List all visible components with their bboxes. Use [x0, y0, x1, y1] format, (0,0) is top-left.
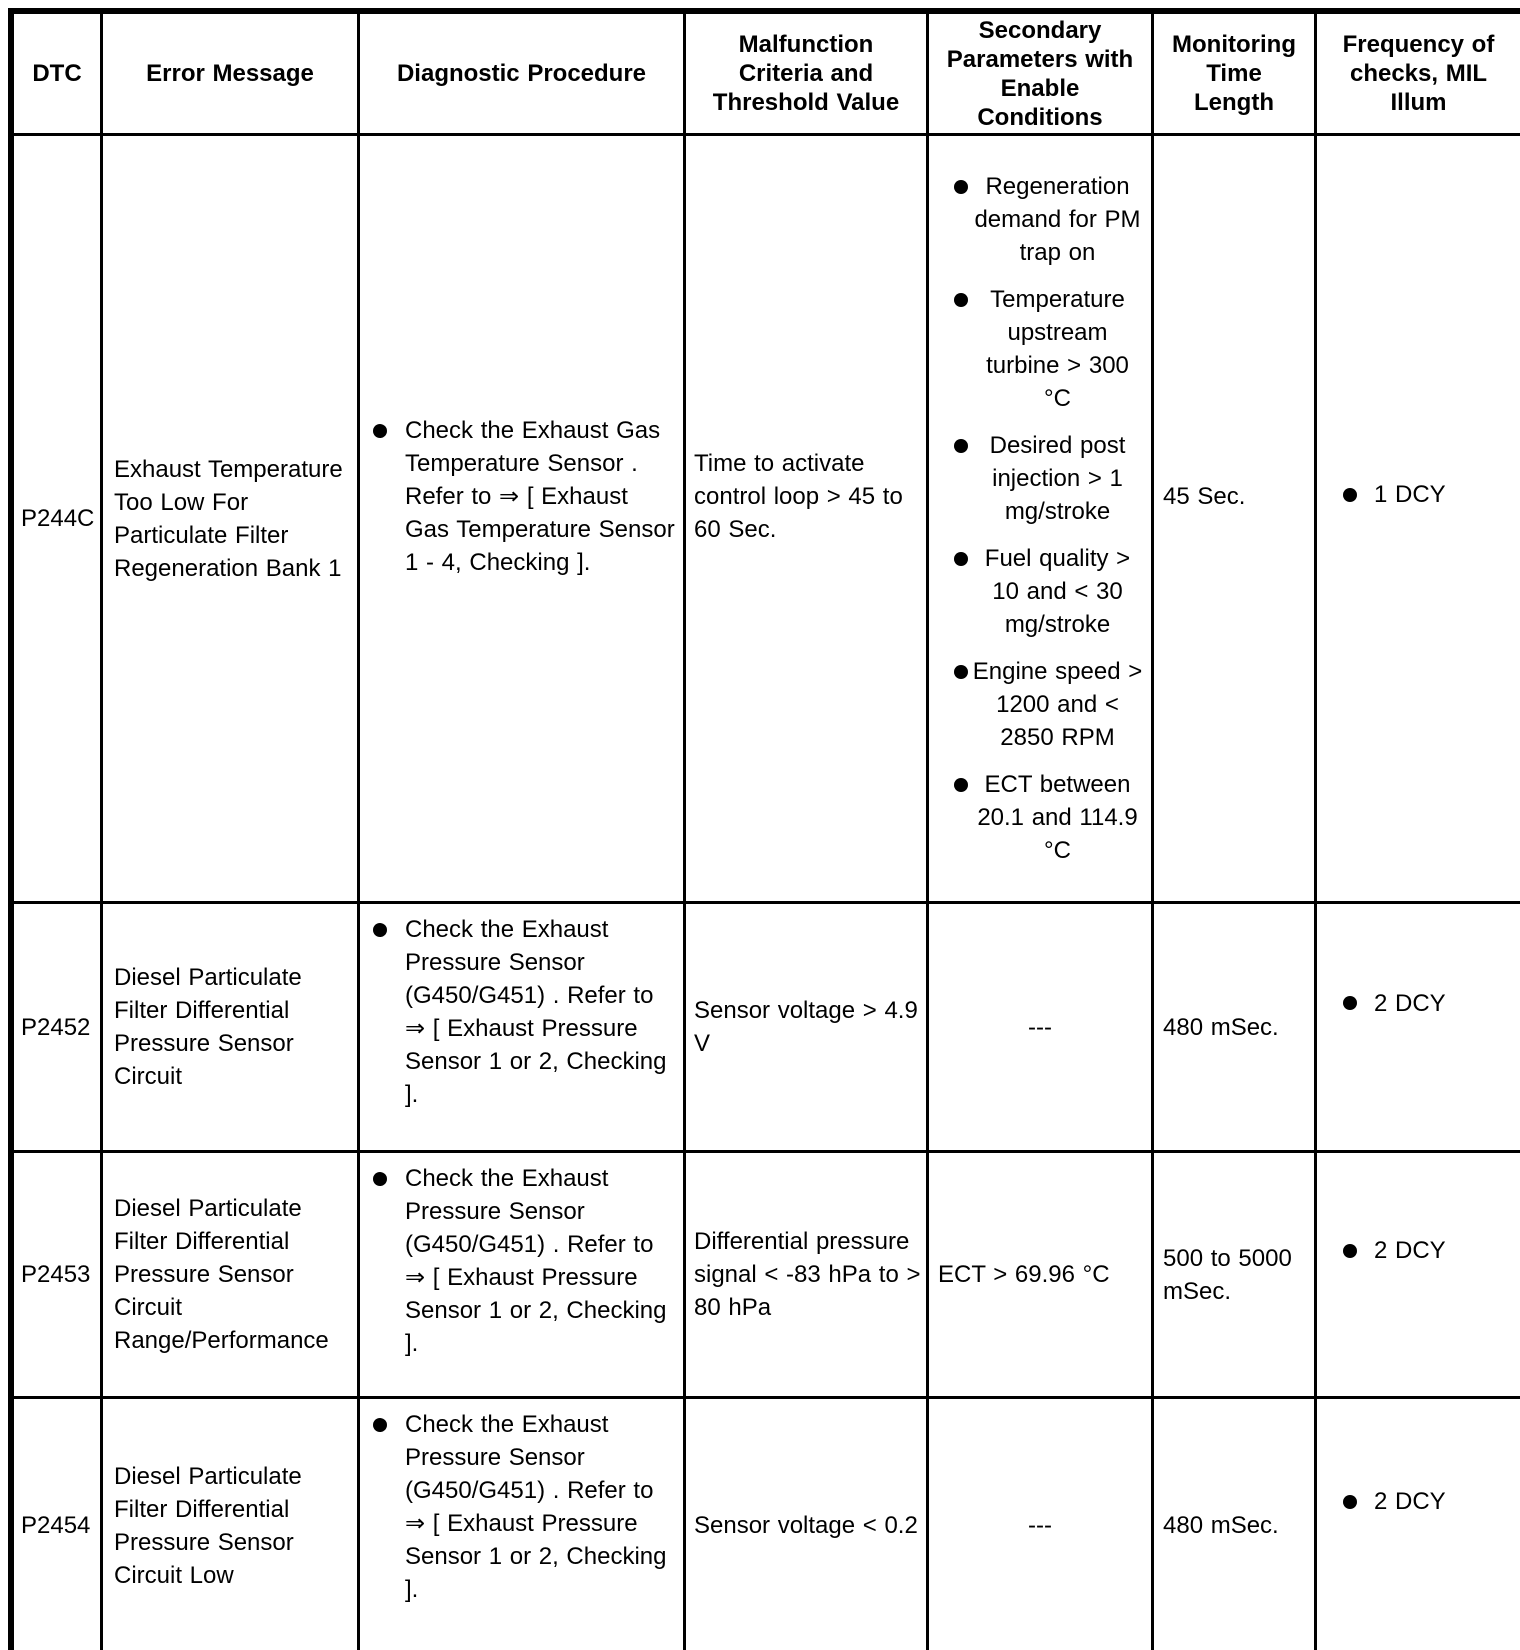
- table-row-p2452: [14, 904, 1520, 1153]
- monitoring-time-text: 480 mSec.: [1163, 1013, 1279, 1041]
- error-message-text: Exhaust Temperature Too Low For Particulate Filter Regeneration Bank 1: [114, 455, 343, 582]
- column-header-dtc: DTC: [14, 14, 103, 136]
- bullet-icon: [954, 665, 968, 679]
- malfunction-text: Time to activate control loop > 45 to 60 Sec.: [694, 450, 903, 543]
- list-item: [1317, 1485, 1520, 1518]
- diagnostic-text: Check the Exhaust Pressure Sensor (G450/G451) . Refer to ⇒ [ Exhaust Pressure Sensor 1 or 2, Checking ].: [405, 1411, 667, 1603]
- column-header-error-message: Error Message: [103, 14, 360, 136]
- frequency-text: 2 DCY: [1374, 1488, 1446, 1515]
- cell-frequency: [1317, 1153, 1520, 1399]
- column-header-frequency: Frequency of checks, MIL Illum: [1317, 14, 1520, 136]
- list-item: [929, 170, 1151, 269]
- secondary-parameter-list: [929, 170, 1151, 867]
- list-item: [360, 913, 683, 1111]
- table-row-p2453: [14, 1153, 1520, 1399]
- bullet-icon: [954, 552, 968, 566]
- column-header-monitoring-time: Monitoring Time Length: [1154, 14, 1317, 136]
- secondary-parameter-text: Engine speed > 1200 and < 2850 RPM: [972, 658, 1143, 751]
- table-row-p2454: [14, 1399, 1520, 1650]
- bullet-icon: [1343, 1244, 1357, 1258]
- bullet-icon: [954, 293, 968, 307]
- error-message-text: Diesel Particulate Filter Differential Pressure Sensor Circuit: [114, 964, 302, 1090]
- cell-diagnostic-procedure: [360, 1153, 686, 1399]
- malfunction-text: Sensor voltage > 4.9 V: [694, 997, 918, 1057]
- cell-dtc: [14, 904, 103, 1153]
- secondary-parameter-text: Desired post injection > 1 mg/stroke: [989, 432, 1126, 525]
- bullet-icon: [954, 439, 968, 453]
- cell-dtc: [14, 1399, 103, 1650]
- cell-error-message: [103, 1399, 360, 1650]
- column-header-malfunction-criteria: Malfunction Criteria and Threshold Value: [686, 14, 929, 136]
- cell-monitoring-time: [1154, 136, 1317, 904]
- secondary-parameter-text: Temperature upstream turbine > 300 °C: [986, 286, 1129, 412]
- list-item: [1317, 478, 1520, 511]
- list-item: [929, 768, 1151, 867]
- cell-error-message: [103, 1153, 360, 1399]
- cell-monitoring-time: [1154, 1399, 1317, 1650]
- bullet-icon: [373, 424, 387, 438]
- cell-malfunction-criteria: [686, 1153, 929, 1399]
- monitoring-time-text: 480 mSec.: [1163, 1512, 1279, 1539]
- malfunction-text: Sensor voltage < 0.2: [694, 1512, 918, 1539]
- dtc-code: P244C: [21, 505, 95, 532]
- header-row: [14, 14, 1520, 136]
- list-item: [929, 429, 1151, 528]
- cell-malfunction-criteria: [686, 136, 929, 904]
- cell-diagnostic-procedure: [360, 1399, 686, 1650]
- frequency-text: 2 DCY: [1374, 989, 1446, 1017]
- diagnostic-text: Check the Exhaust Pressure Sensor (G450/G451) . Refer to ⇒ [ Exhaust Pressure Sensor 1 or 2, Checking ].: [405, 1165, 667, 1357]
- bullet-icon: [1343, 488, 1357, 502]
- list-item: [929, 542, 1151, 641]
- cell-monitoring-time: [1154, 904, 1317, 1153]
- cell-frequency: [1317, 1399, 1520, 1650]
- list-item: [929, 655, 1151, 754]
- secondary-parameter-text: ---: [1028, 1013, 1052, 1041]
- frequency-text: 2 DCY: [1374, 1237, 1446, 1264]
- dtc-code: P2452: [21, 1013, 91, 1041]
- cell-dtc: [14, 1153, 103, 1399]
- bullet-icon: [954, 180, 968, 194]
- diagnostic-text: Check the Exhaust Pressure Sensor (G450/G451) . Refer to ⇒ [ Exhaust Pressure Sensor 1 or 2, Checking ].: [405, 916, 667, 1108]
- cell-diagnostic-procedure: [360, 904, 686, 1153]
- cell-diagnostic-procedure: [360, 136, 686, 904]
- secondary-parameter-text: ECT between 20.1 and 114.9 °C: [977, 771, 1138, 864]
- cell-dtc: [14, 136, 103, 904]
- dtc-code: P2454: [21, 1512, 91, 1539]
- table-body: [14, 136, 1520, 1650]
- bullet-icon: [954, 778, 968, 792]
- list-item: [929, 283, 1151, 415]
- cell-secondary-parameters: [929, 904, 1154, 1153]
- cell-secondary-parameters: [929, 1399, 1154, 1650]
- malfunction-text: Differential pressure signal < -83 hPa to > 80 hPa: [694, 1228, 921, 1321]
- frequency-text: 1 DCY: [1374, 481, 1446, 508]
- cell-monitoring-time: [1154, 1153, 1317, 1399]
- secondary-parameter-text: Regeneration demand for PM trap on: [974, 173, 1141, 266]
- bullet-icon: [373, 1418, 387, 1432]
- column-header-diagnostic-procedure: Diagnostic Procedure: [360, 14, 686, 136]
- cell-malfunction-criteria: [686, 904, 929, 1153]
- bullet-icon: [373, 923, 387, 937]
- monitoring-time-text: 45 Sec.: [1163, 483, 1246, 510]
- list-item: [360, 414, 683, 579]
- cell-frequency: [1317, 136, 1520, 904]
- secondary-parameter-text: ECT > 69.96 °C: [938, 1261, 1110, 1288]
- column-header-secondary-parameters: Secondary Parameters with Enable Conditions: [929, 14, 1154, 136]
- secondary-parameter-text: ---: [1028, 1512, 1052, 1539]
- list-item: [360, 1162, 683, 1360]
- cell-malfunction-criteria: [686, 1399, 929, 1650]
- cell-error-message: [103, 904, 360, 1153]
- monitoring-time-text: 500 to 5000 mSec.: [1163, 1244, 1292, 1305]
- error-message-text: Diesel Particulate Filter Differential Pressure Sensor Circuit Range/Performance: [114, 1195, 329, 1354]
- cell-frequency: [1317, 904, 1520, 1153]
- bullet-icon: [1343, 1495, 1357, 1509]
- bullet-icon: [1343, 996, 1357, 1010]
- cell-secondary-parameters: [929, 136, 1154, 904]
- list-item: [1317, 987, 1520, 1020]
- secondary-parameter-text: Fuel quality > 10 and < 30 mg/stroke: [984, 545, 1131, 638]
- table-row-p244c: [14, 136, 1520, 904]
- cell-error-message: [103, 136, 360, 904]
- list-item: [1317, 1234, 1520, 1267]
- dtc-table: [8, 8, 1520, 1650]
- table-header: [14, 14, 1520, 136]
- bullet-icon: [373, 1172, 387, 1186]
- cell-secondary-parameters: [929, 1153, 1154, 1399]
- list-item: [360, 1408, 683, 1606]
- dtc-code: P2453: [21, 1261, 91, 1288]
- diagnostic-text: Check the Exhaust Gas Temperature Sensor . Refer to ⇒ [ Exhaust Gas Temperature Sensor 1 - 4, Checking ].: [405, 417, 675, 576]
- error-message-text: Diesel Particulate Filter Differential Pressure Sensor Circuit Low: [114, 1462, 302, 1589]
